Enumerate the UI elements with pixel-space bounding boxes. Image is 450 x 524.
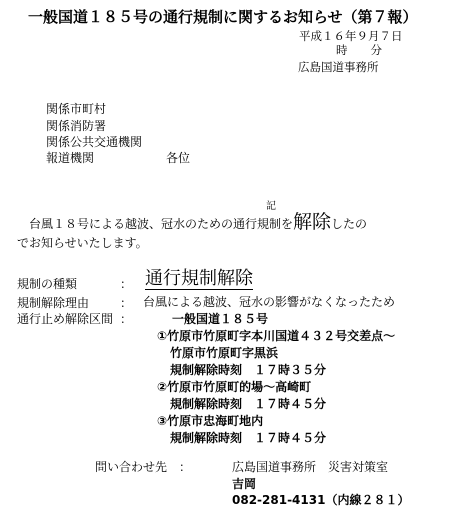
intro-big-word: 解除: [293, 211, 332, 233]
section-3-time: 規制解除時刻 １７時４５分: [170, 431, 327, 445]
regulation-road-name: 一般国道１８５号: [172, 312, 269, 326]
section-2-time: 規制解除時刻 １７時４５分: [170, 397, 327, 411]
regulation-reason-colon: ：: [120, 296, 133, 310]
section-3-line-1: ③竹原市忠海町地内: [157, 414, 264, 428]
addressee-press: 報道機関: [46, 151, 95, 165]
section-1-line-2: 竹原市竹原町字黒浜: [170, 346, 279, 360]
regulation-type-colon: ：: [120, 277, 133, 291]
intro-part-2: したの: [331, 217, 368, 231]
regulation-type-value: 通行規制解除: [145, 268, 253, 289]
contact-phone: 082-281-4131（内線２８１）: [232, 493, 410, 507]
section-1-time: 規制解除時刻 １７時３５分: [170, 363, 327, 377]
section-1-line-1: ①竹原市竹原町字本川国道４３２号交差点～: [157, 329, 396, 343]
regulation-section-label: 通行止め解除区間: [17, 312, 114, 326]
issuing-office: 広島国道事務所: [298, 60, 379, 74]
intro-part-1: 台風１８号による越波、冠水のための通行規制を: [29, 217, 294, 231]
contact-person: 吉岡: [232, 477, 257, 491]
intro-line-2: でお知らせいたします。: [17, 236, 148, 250]
regulation-reason-label: 規制解除理由: [17, 296, 90, 310]
addressee-municipalities: 関係市町村: [46, 102, 107, 116]
regulation-type-label: 規制の種類: [17, 277, 78, 291]
ki-marker: 記: [266, 201, 276, 212]
regulation-section-colon: ：: [120, 312, 133, 326]
regulation-reason-value: 台風による越波、冠水の影響がなくなったため: [143, 295, 396, 309]
addressee-public-transport: 関係公共交通機関: [46, 135, 143, 149]
contact-office: 広島国道事務所 災害対策室: [232, 460, 389, 474]
section-2-line-1: ②竹原市竹原町的場～高崎町: [157, 380, 312, 394]
addressee-suffix: 各位: [166, 151, 191, 165]
issue-date: 平成１６年９月７日: [299, 29, 403, 43]
addressee-fire-departments: 関係消防署: [46, 119, 107, 133]
issue-time: 時 分: [336, 43, 382, 57]
contact-label: 問い合わせ先 ：: [95, 460, 192, 474]
notice-title: 一般国道１８５号の通行規制に関するお知らせ（第７報）: [28, 8, 418, 26]
intro-line-1: [29, 213, 367, 232]
